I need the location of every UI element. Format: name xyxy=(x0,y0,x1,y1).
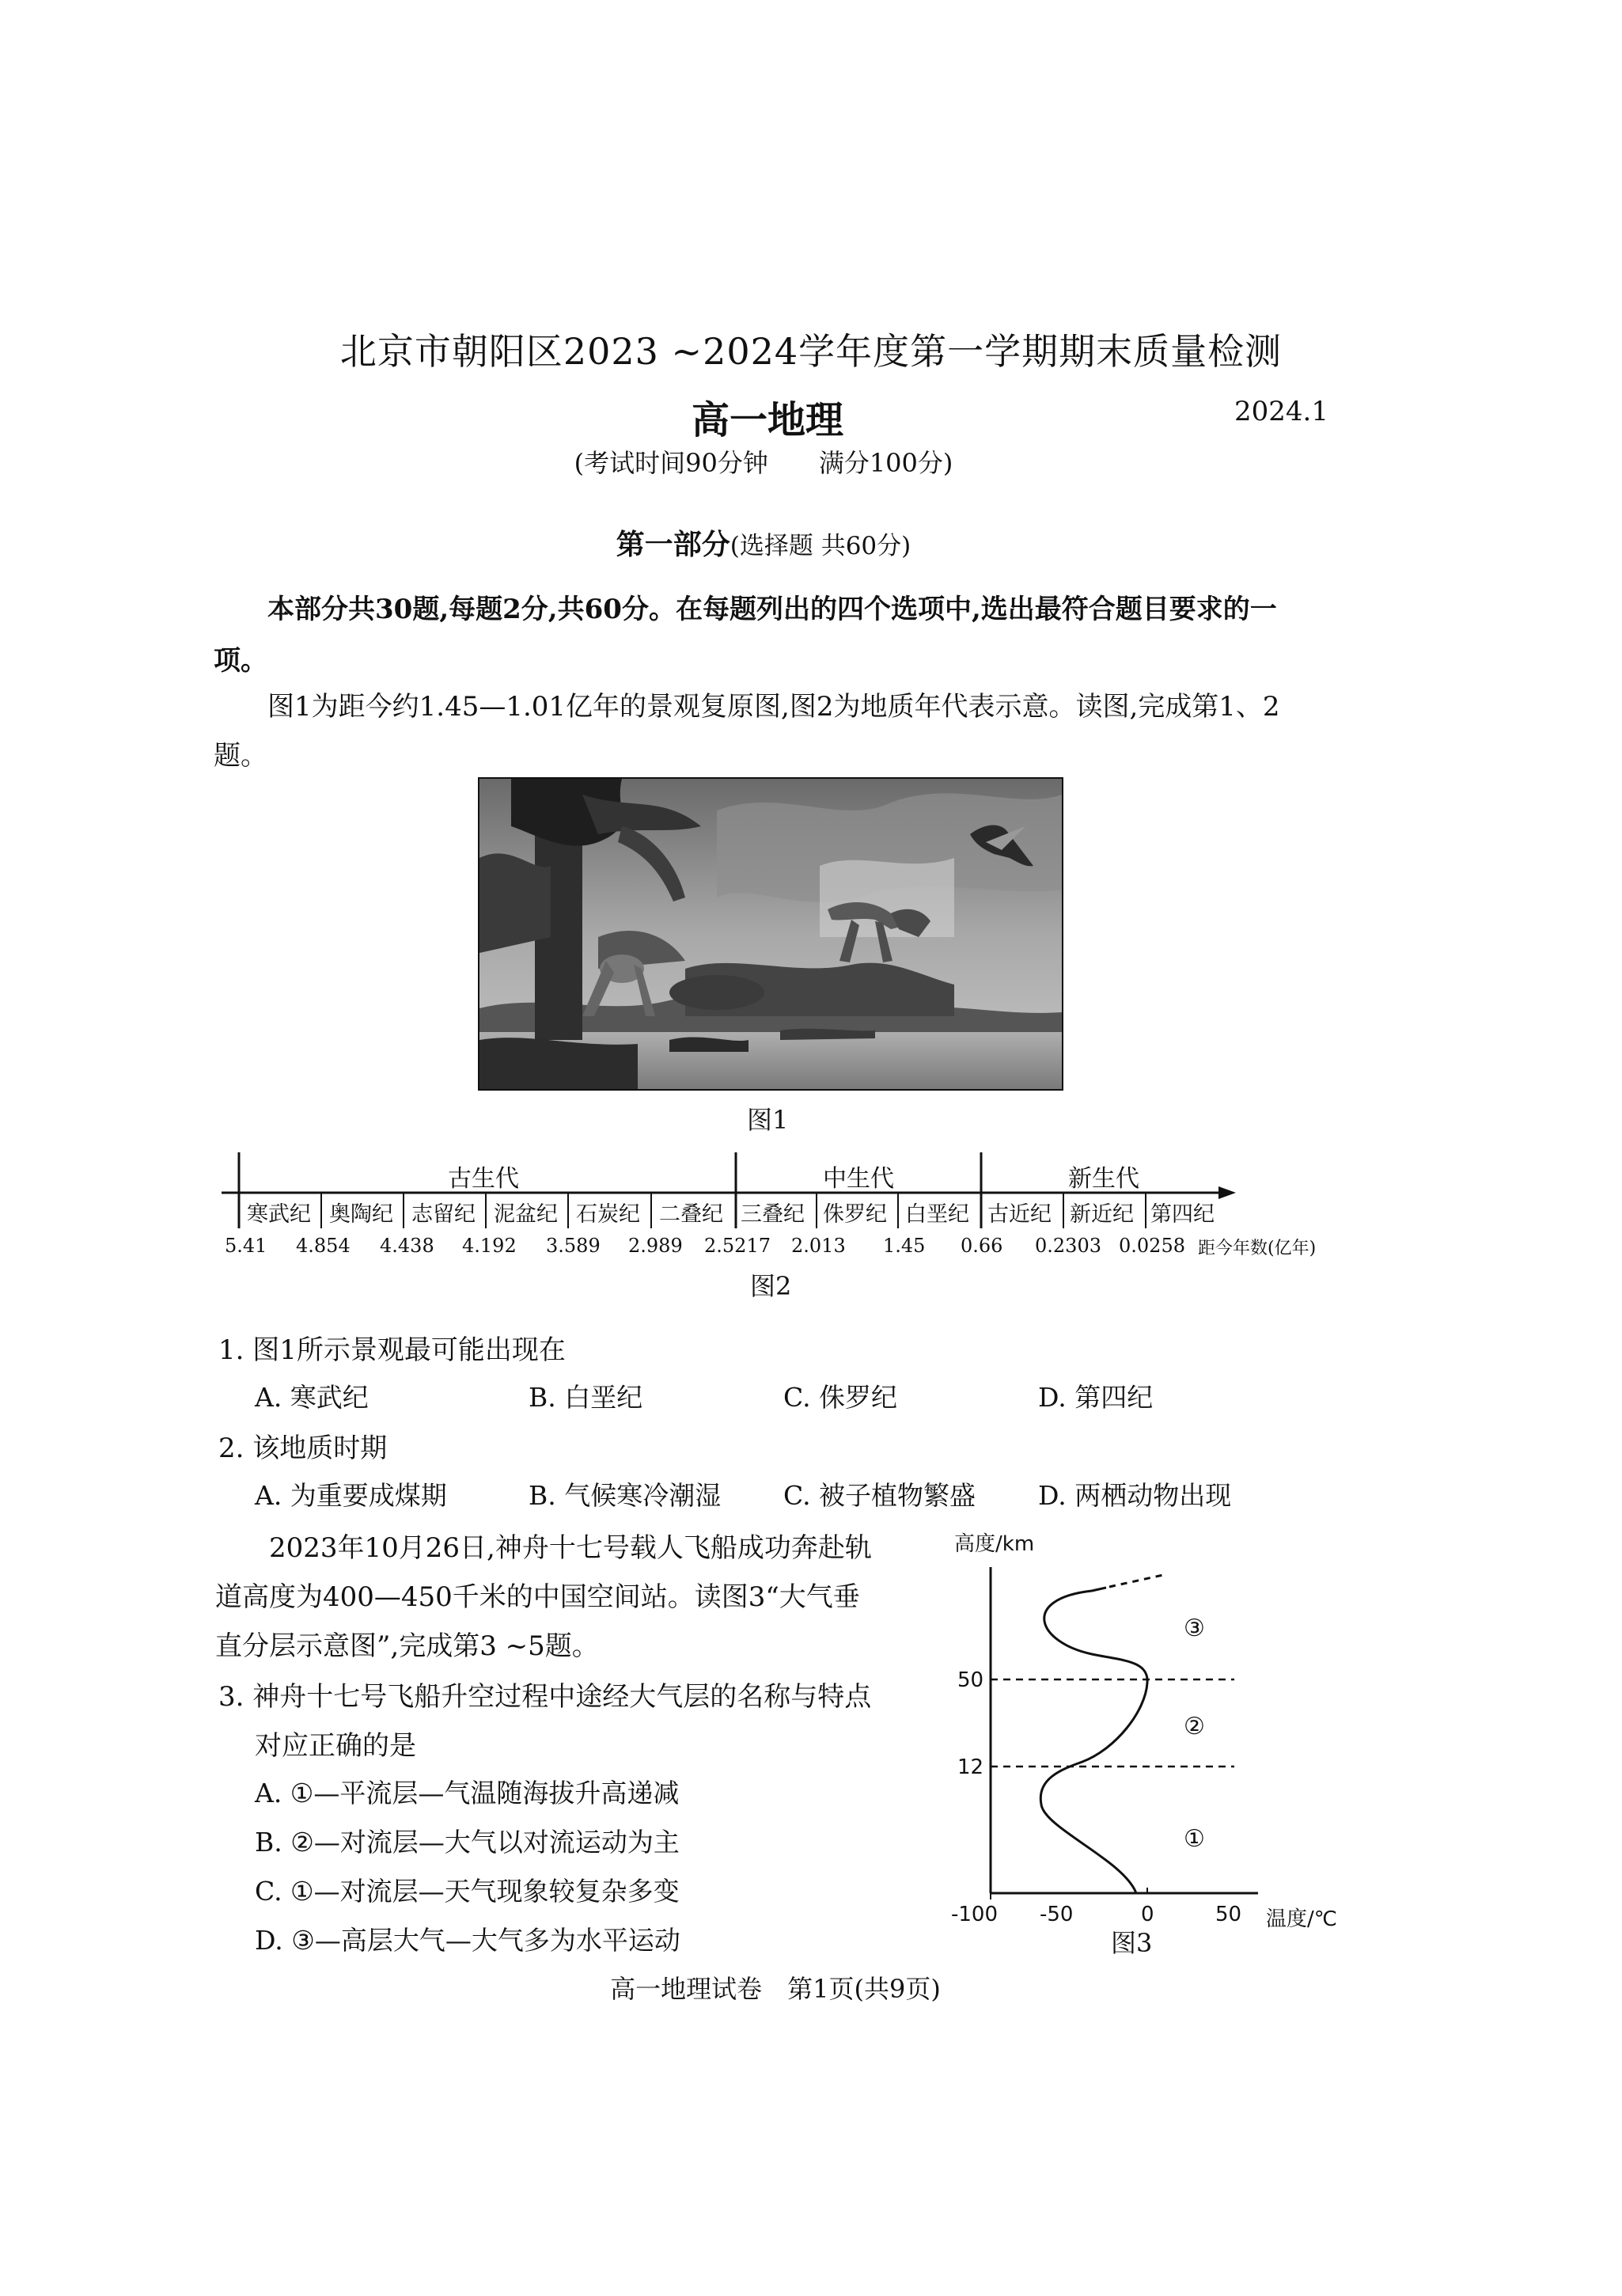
era-paleozoic: 古生代 xyxy=(448,1165,519,1193)
part-one-subtitle: (选择题 共60分) xyxy=(730,532,911,560)
subject-title: 高一地理 xyxy=(691,398,843,442)
period-jurassic: 侏罗纪 xyxy=(823,1202,887,1227)
layer-label-2: ② xyxy=(1184,1713,1205,1740)
y-tick-50: 50 xyxy=(957,1668,984,1692)
period-triassic: 三叠纪 xyxy=(741,1202,805,1227)
exam-date: 2024.1 xyxy=(1234,396,1328,427)
part-one-title: 第一部分 xyxy=(616,528,730,561)
geologic-timescale-figure xyxy=(214,1152,1337,1263)
x-tick-50: 50 xyxy=(1215,1903,1242,1926)
intro-q3-5-line3: 直分层示意图”,完成第3 ~5题。 xyxy=(215,1630,599,1662)
period-ordovician: 奥陶纪 xyxy=(329,1202,393,1227)
landscape-illustration xyxy=(479,779,1062,1089)
period-silurian: 志留纪 xyxy=(411,1202,476,1227)
question-1-option-c: C. 侏罗纪 xyxy=(783,1382,898,1413)
question-2-option-b: B. 气候寒冷潮湿 xyxy=(529,1480,722,1511)
boundary-066: 0.66 xyxy=(961,1235,1003,1257)
x-axis-label: 温度/℃ xyxy=(1266,1907,1337,1931)
layer-label-1: ① xyxy=(1184,1825,1205,1853)
part-one-heading xyxy=(0,522,1527,563)
question-3-stem-line1: 3. 神舟十七号飞船升空过程中途经大气层的名称与特点 xyxy=(218,1681,872,1713)
y-tick-12: 12 xyxy=(957,1755,984,1779)
atmosphere-layers-figure xyxy=(934,1528,1353,1958)
x-tick-minus50: -50 xyxy=(1040,1903,1074,1926)
boundary-4854: 4.854 xyxy=(296,1235,351,1257)
question-1-option-b: B. 白垩纪 xyxy=(529,1382,643,1413)
period-cretaceous: 白垩纪 xyxy=(905,1202,969,1227)
timescale-axis-label: 距今年数(亿年) xyxy=(1198,1239,1317,1258)
question-3-option-a: A. ①—平流层—气温随海拔升高递减 xyxy=(255,1778,680,1808)
period-permian: 二叠纪 xyxy=(659,1202,723,1227)
landscape-reconstruction-image xyxy=(478,777,1063,1091)
exam-title: 北京市朝阳区2023 ~2024学年度第一学期期末质量检测 xyxy=(339,330,1283,373)
question-1-stem: 1. 图1所示景观最可能出现在 xyxy=(218,1334,566,1366)
period-cambrian: 寒武纪 xyxy=(247,1202,311,1227)
boundary-4438: 4.438 xyxy=(380,1235,434,1257)
question-2-option-c: C. 被子植物繁盛 xyxy=(783,1480,976,1511)
boundary-2013: 2.013 xyxy=(791,1235,846,1257)
part-one-instructions: 本部分共30题,每题2分,共60分。在每题列出的四个选项中,选出最符合题目要求的一项。 xyxy=(214,594,1277,677)
question-2-option-d: D. 两栖动物出现 xyxy=(1038,1480,1232,1511)
boundary-4192: 4.192 xyxy=(462,1235,517,1257)
question-1-option-a: A. 寒武纪 xyxy=(255,1382,369,1413)
period-carboniferous: 石炭纪 xyxy=(576,1202,640,1227)
boundary-145: 1.45 xyxy=(883,1235,926,1257)
intro-q3-5-line1: 2023年10月26日,神舟十七号载人飞船成功奔赴轨 xyxy=(269,1532,872,1564)
period-neogene: 新近纪 xyxy=(1070,1202,1134,1227)
y-axis-label: 高度/km xyxy=(954,1532,1035,1556)
boundary-00258: 0.0258 xyxy=(1119,1235,1185,1257)
period-devonian: 泥盆纪 xyxy=(494,1202,558,1227)
intro-q3-5-line2: 道高度为400—450千米的中国空间站。读图3“大气垂 xyxy=(215,1581,860,1613)
question-2-stem: 2. 该地质时期 xyxy=(218,1433,388,1464)
x-tick-0: 0 xyxy=(1141,1903,1154,1926)
question-2-option-a: A. 为重要成煤期 xyxy=(255,1480,447,1511)
boundary-25217: 2.5217 xyxy=(704,1235,771,1257)
question-3-option-d: D. ③—高层大气—大气多为水平运动 xyxy=(255,1925,680,1956)
figure2-caption: 图2 xyxy=(750,1271,792,1301)
era-mesozoic: 中生代 xyxy=(823,1165,894,1193)
boundary-541: 5.41 xyxy=(225,1235,267,1257)
question-3-option-b: B. ②—对流层—大气以对流运动为主 xyxy=(255,1827,680,1858)
period-quaternary: 第四纪 xyxy=(1150,1202,1215,1227)
question-1-option-d: D. 第四纪 xyxy=(1038,1382,1154,1413)
layer-label-3: ③ xyxy=(1184,1615,1205,1642)
boundary-2989: 2.989 xyxy=(628,1235,683,1257)
question-3-stem-line2: 对应正确的是 xyxy=(255,1730,416,1762)
era-cenozoic: 新生代 xyxy=(1068,1165,1139,1193)
figure1-caption: 图1 xyxy=(747,1105,789,1135)
atmosphere-graph xyxy=(934,1528,1353,1955)
boundary-02303: 0.2303 xyxy=(1035,1235,1101,1257)
intro-q1-2: 图1为距今约1.45—1.01亿年的景观复原图,图2为地质年代表示意。读图,完成第1、2题。 xyxy=(214,691,1280,772)
boundary-3589: 3.589 xyxy=(546,1235,601,1257)
page-footer: 高一地理试卷 第1页(共9页) xyxy=(610,1974,941,2004)
x-tick-minus100: -100 xyxy=(951,1903,999,1926)
figure3-caption: 图3 xyxy=(1111,1928,1153,1958)
period-paleogene: 古近纪 xyxy=(987,1202,1052,1227)
question-3-option-c: C. ①—对流层—天气现象较复杂多变 xyxy=(255,1876,680,1907)
exam-info: (考试时间90分钟 满分100分) xyxy=(574,448,953,478)
